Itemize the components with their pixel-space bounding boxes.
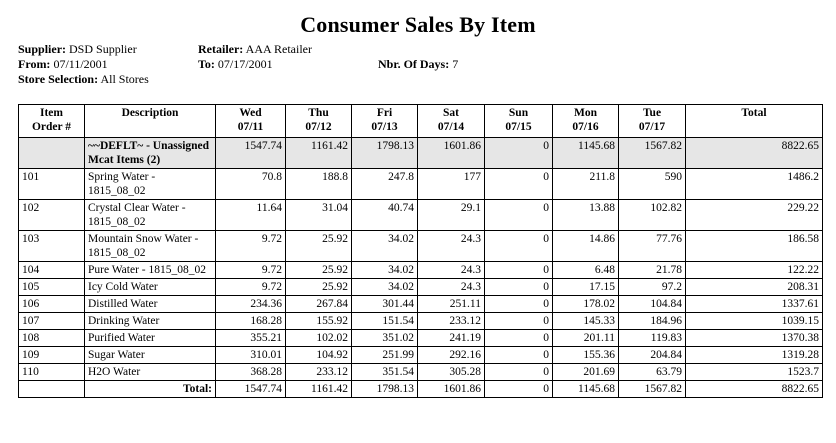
table-row — [19, 364, 823, 381]
column-header-line2: 07/16 — [572, 121, 599, 133]
totals-label: Total: — [85, 381, 216, 398]
retailer-value: AAA Retailer — [245, 42, 312, 56]
column-header-line1: Tue — [642, 107, 662, 119]
from-value: 07/11/2001 — [53, 57, 108, 71]
item-order-cell: 107 — [19, 313, 85, 330]
value-cell: 1798.13 — [352, 138, 418, 169]
value-cell: 1145.68 — [553, 138, 619, 169]
value-cell: 40.74 — [352, 200, 418, 231]
total-value-cell: 1547.74 — [216, 381, 286, 398]
column-header-line1: Mon — [574, 107, 597, 119]
days-label: Nbr. Of Days: — [378, 57, 450, 71]
column-header — [286, 105, 352, 138]
total-value-cell: 1601.86 — [418, 381, 485, 398]
description-cell: Pure Water - 1815_08_02 — [85, 262, 216, 279]
item-order-cell: 101 — [19, 169, 85, 200]
value-cell: 241.19 — [418, 330, 485, 347]
from-label: From: — [18, 57, 51, 71]
value-cell: 9.72 — [216, 231, 286, 262]
value-cell: 0 — [485, 347, 553, 364]
column-header — [19, 105, 85, 138]
store-selection-value: All Stores — [100, 72, 149, 86]
item-order-cell: 102 — [19, 200, 85, 231]
value-cell: 97.2 — [619, 279, 686, 296]
value-cell: 0 — [485, 330, 553, 347]
value-cell: 17.15 — [553, 279, 619, 296]
unassigned-items-row — [19, 138, 823, 169]
value-cell: 21.78 — [619, 262, 686, 279]
supplier-label: Supplier: — [18, 42, 67, 56]
value-cell: 1523.7 — [686, 364, 823, 381]
value-cell: 0 — [485, 231, 553, 262]
days-field — [378, 57, 458, 72]
description-cell: Icy Cold Water — [85, 279, 216, 296]
supplier-field — [18, 42, 137, 57]
total-value-cell: 1145.68 — [553, 381, 619, 398]
column-header-line1: Thu — [308, 107, 329, 119]
table-row — [19, 231, 823, 262]
value-cell: 34.02 — [352, 231, 418, 262]
item-order-cell: 108 — [19, 330, 85, 347]
value-cell: 25.92 — [286, 279, 352, 296]
description-cell: Mountain Snow Water - 1815_08_02 — [85, 231, 216, 262]
item-order-cell: 104 — [19, 262, 85, 279]
sales-table — [18, 104, 823, 398]
value-cell: 247.8 — [352, 169, 418, 200]
value-cell: 0 — [485, 296, 553, 313]
value-cell: 70.8 — [216, 169, 286, 200]
item-order-cell — [19, 138, 85, 169]
column-header-line2: 07/15 — [505, 121, 532, 133]
value-cell: 0 — [485, 364, 553, 381]
value-cell: 77.76 — [619, 231, 686, 262]
column-header-line2: 07/12 — [305, 121, 332, 133]
value-cell: 178.02 — [553, 296, 619, 313]
value-cell: 351.54 — [352, 364, 418, 381]
to-value: 07/17/2001 — [217, 57, 273, 71]
value-cell: 1337.61 — [686, 296, 823, 313]
value-cell: 13.88 — [553, 200, 619, 231]
value-cell: 590 — [619, 169, 686, 200]
table-row — [19, 347, 823, 364]
value-cell: 24.3 — [418, 279, 485, 296]
value-cell: 301.44 — [352, 296, 418, 313]
value-cell: 63.79 — [619, 364, 686, 381]
value-cell: 201.11 — [553, 330, 619, 347]
column-header-line2: 07/11 — [237, 121, 264, 133]
value-cell: 267.84 — [286, 296, 352, 313]
value-cell: 11.64 — [216, 200, 286, 231]
value-cell: 8822.65 — [686, 138, 823, 169]
column-header-line1: Total — [741, 107, 767, 119]
value-cell: 0 — [485, 169, 553, 200]
total-value-cell: 1161.42 — [286, 381, 352, 398]
description-cell: Sugar Water — [85, 347, 216, 364]
value-cell: 1547.74 — [216, 138, 286, 169]
value-cell: 25.92 — [286, 262, 352, 279]
description-cell: Spring Water - 1815_08_02 — [85, 169, 216, 200]
value-cell: 188.8 — [286, 169, 352, 200]
value-cell: 351.02 — [352, 330, 418, 347]
column-header — [619, 105, 686, 138]
value-cell: 155.36 — [553, 347, 619, 364]
column-header — [485, 105, 553, 138]
item-order-cell: 103 — [19, 231, 85, 262]
value-cell: 14.86 — [553, 231, 619, 262]
value-cell: 0 — [485, 313, 553, 330]
value-cell: 305.28 — [418, 364, 485, 381]
supplier-value: DSD Supplier — [69, 42, 137, 56]
total-value-cell: 1567.82 — [619, 381, 686, 398]
value-cell: 104.92 — [286, 347, 352, 364]
table-row — [19, 330, 823, 347]
column-header — [686, 105, 823, 138]
value-cell: 145.33 — [553, 313, 619, 330]
description-cell: Distilled Water — [85, 296, 216, 313]
value-cell: 355.21 — [216, 330, 286, 347]
column-header-line1: Description — [121, 107, 179, 119]
value-cell: 184.96 — [619, 313, 686, 330]
value-cell: 292.16 — [418, 347, 485, 364]
column-header-line1: Sun — [508, 107, 529, 119]
value-cell: 155.92 — [286, 313, 352, 330]
value-cell: 368.28 — [216, 364, 286, 381]
column-header-line1: Item — [40, 107, 63, 119]
table-row — [19, 262, 823, 279]
days-value: 7 — [452, 57, 459, 71]
value-cell: 234.36 — [216, 296, 286, 313]
value-cell: 177 — [418, 169, 485, 200]
column-header-line2: 07/13 — [371, 121, 398, 133]
value-cell: 102.82 — [619, 200, 686, 231]
item-order-cell: 106 — [19, 296, 85, 313]
value-cell: 1039.15 — [686, 313, 823, 330]
value-cell: 1161.42 — [286, 138, 352, 169]
description-cell: ~~DEFLT~ - Unassigned Mcat Items (2) — [85, 138, 216, 169]
value-cell: 102.02 — [286, 330, 352, 347]
report-title: Consumer Sales By Item — [300, 12, 536, 37]
value-cell: 9.72 — [216, 279, 286, 296]
value-cell: 201.69 — [553, 364, 619, 381]
column-header — [418, 105, 485, 138]
totals-blank-cell — [19, 381, 85, 398]
table-row — [19, 313, 823, 330]
from-field — [18, 57, 108, 72]
value-cell: 6.48 — [553, 262, 619, 279]
value-cell: 104.84 — [619, 296, 686, 313]
value-cell: 151.54 — [352, 313, 418, 330]
to-label: To: — [198, 57, 215, 71]
retailer-label: Retailer: — [198, 42, 244, 56]
item-order-cell: 109 — [19, 347, 85, 364]
total-value-cell: 8822.65 — [686, 381, 823, 398]
value-cell: 24.3 — [418, 262, 485, 279]
value-cell: 1601.86 — [418, 138, 485, 169]
value-cell: 25.92 — [286, 231, 352, 262]
value-cell: 211.8 — [553, 169, 619, 200]
column-header — [553, 105, 619, 138]
value-cell: 24.3 — [418, 231, 485, 262]
value-cell: 1567.82 — [619, 138, 686, 169]
value-cell: 208.31 — [686, 279, 823, 296]
value-cell: 251.99 — [352, 347, 418, 364]
value-cell: 119.83 — [619, 330, 686, 347]
column-header — [216, 105, 286, 138]
value-cell: 29.1 — [418, 200, 485, 231]
description-cell: Crystal Clear Water - 1815_08_02 — [85, 200, 216, 231]
table-row — [19, 279, 823, 296]
column-header-line2: Order # — [31, 121, 72, 133]
store-selection-label: Store Selection: — [18, 72, 99, 86]
column-header — [352, 105, 418, 138]
value-cell: 0 — [485, 279, 553, 296]
value-cell: 204.84 — [619, 347, 686, 364]
value-cell: 251.11 — [418, 296, 485, 313]
to-field — [198, 57, 273, 72]
column-header-line1: Fri — [376, 107, 393, 119]
totals-row — [19, 381, 823, 398]
table-row — [19, 200, 823, 231]
value-cell: 1370.38 — [686, 330, 823, 347]
description-cell: Drinking Water — [85, 313, 216, 330]
value-cell: 168.28 — [216, 313, 286, 330]
item-order-cell: 105 — [19, 279, 85, 296]
value-cell: 31.04 — [286, 200, 352, 231]
value-cell: 0 — [485, 138, 553, 169]
value-cell: 1486.2 — [686, 169, 823, 200]
value-cell: 233.12 — [418, 313, 485, 330]
table-row — [19, 296, 823, 313]
store-selection-field — [18, 72, 149, 87]
description-cell: Purified Water — [85, 330, 216, 347]
description-cell: H2O Water — [85, 364, 216, 381]
value-cell: 122.22 — [686, 262, 823, 279]
total-value-cell: 1798.13 — [352, 381, 418, 398]
value-cell: 233.12 — [286, 364, 352, 381]
total-value-cell: 0 — [485, 381, 553, 398]
retailer-field — [198, 42, 312, 57]
value-cell: 229.22 — [686, 200, 823, 231]
column-header-line2: 07/14 — [437, 121, 465, 133]
value-cell: 9.72 — [216, 262, 286, 279]
value-cell: 0 — [485, 262, 553, 279]
value-cell: 186.58 — [686, 231, 823, 262]
value-cell: 1319.28 — [686, 347, 823, 364]
value-cell: 0 — [485, 200, 553, 231]
header-row — [19, 105, 823, 138]
item-order-cell: 110 — [19, 364, 85, 381]
column-header — [85, 105, 216, 138]
column-header-line1: Sat — [443, 107, 459, 119]
column-header-line1: Wed — [239, 107, 262, 119]
value-cell: 310.01 — [216, 347, 286, 364]
value-cell: 34.02 — [352, 279, 418, 296]
column-header-line2: 07/17 — [638, 121, 666, 133]
table-row — [19, 169, 823, 200]
value-cell: 34.02 — [352, 262, 418, 279]
